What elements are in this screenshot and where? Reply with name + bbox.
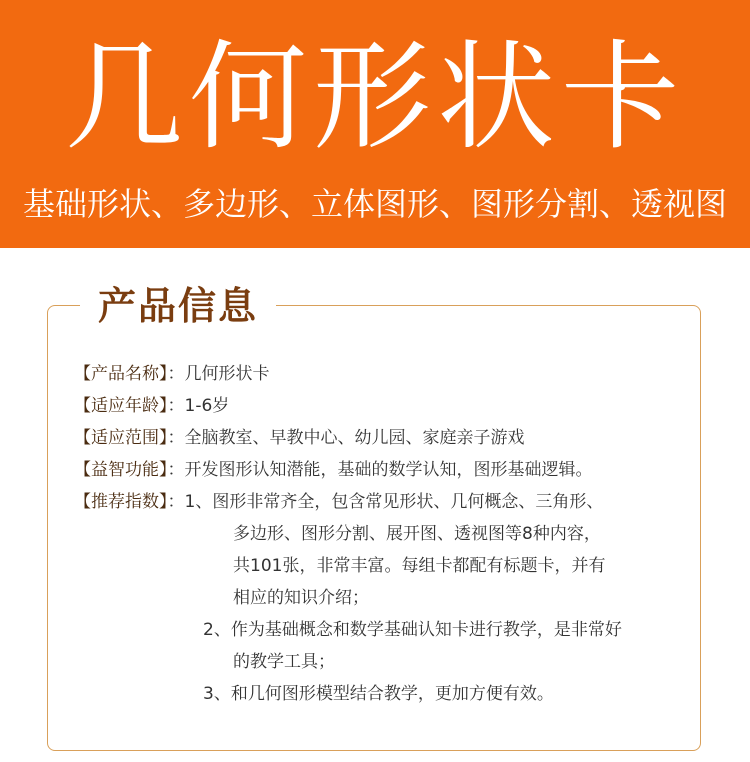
info-row-name bbox=[74, 358, 270, 390]
info-label-age: 【适应年龄】 bbox=[74, 396, 168, 416]
info-value-scope: ：全脑教室、早教中心、幼儿园、家庭亲子游戏 bbox=[167, 428, 525, 448]
recommend-line-2: 多边形、图形分割、展开图、透视图等8种内容， bbox=[233, 524, 601, 544]
section-title: 产品信息 bbox=[80, 281, 276, 331]
title-banner bbox=[0, 0, 750, 248]
info-label-name: 【产品名称】 bbox=[74, 364, 168, 384]
info-row-recommend bbox=[74, 486, 603, 518]
recommend-line-3: 共101张，非常丰富。每组卡都配有标题卡，并有 bbox=[233, 556, 606, 576]
info-row-age bbox=[74, 390, 229, 422]
recommend-line-7: 3、和几何图形模型结合教学，更加方便有效。 bbox=[203, 684, 554, 704]
recommend-line-1: ：1、图形非常齐全，包含常见形状、几何概念、三角形、 bbox=[167, 492, 604, 512]
banner-title: 几何形状卡 bbox=[64, 28, 685, 166]
recommend-line-6: 的教学工具； bbox=[233, 652, 335, 672]
info-label-benefit: 【益智功能】 bbox=[74, 460, 168, 480]
info-row-scope bbox=[74, 422, 525, 454]
info-value-age: ：1-6岁 bbox=[167, 396, 230, 416]
recommend-line-5: 2、作为基础概念和数学基础认知卡进行教学，是非常好 bbox=[203, 620, 622, 640]
info-row-benefit bbox=[74, 454, 593, 486]
info-label-scope: 【适应范围】 bbox=[74, 428, 168, 448]
info-value-benefit: ：开发图形认知潜能，基础的数学认知，图形基础逻辑。 bbox=[167, 460, 593, 480]
banner-subtitle: 基础形状、多边形、立体图形、图形分割、透视图 bbox=[22, 185, 727, 223]
info-value-name: ：几何形状卡 bbox=[167, 364, 270, 384]
recommend-line-4: 相应的知识介绍； bbox=[233, 588, 369, 608]
info-label-recommend: 【推荐指数】 bbox=[74, 492, 168, 512]
